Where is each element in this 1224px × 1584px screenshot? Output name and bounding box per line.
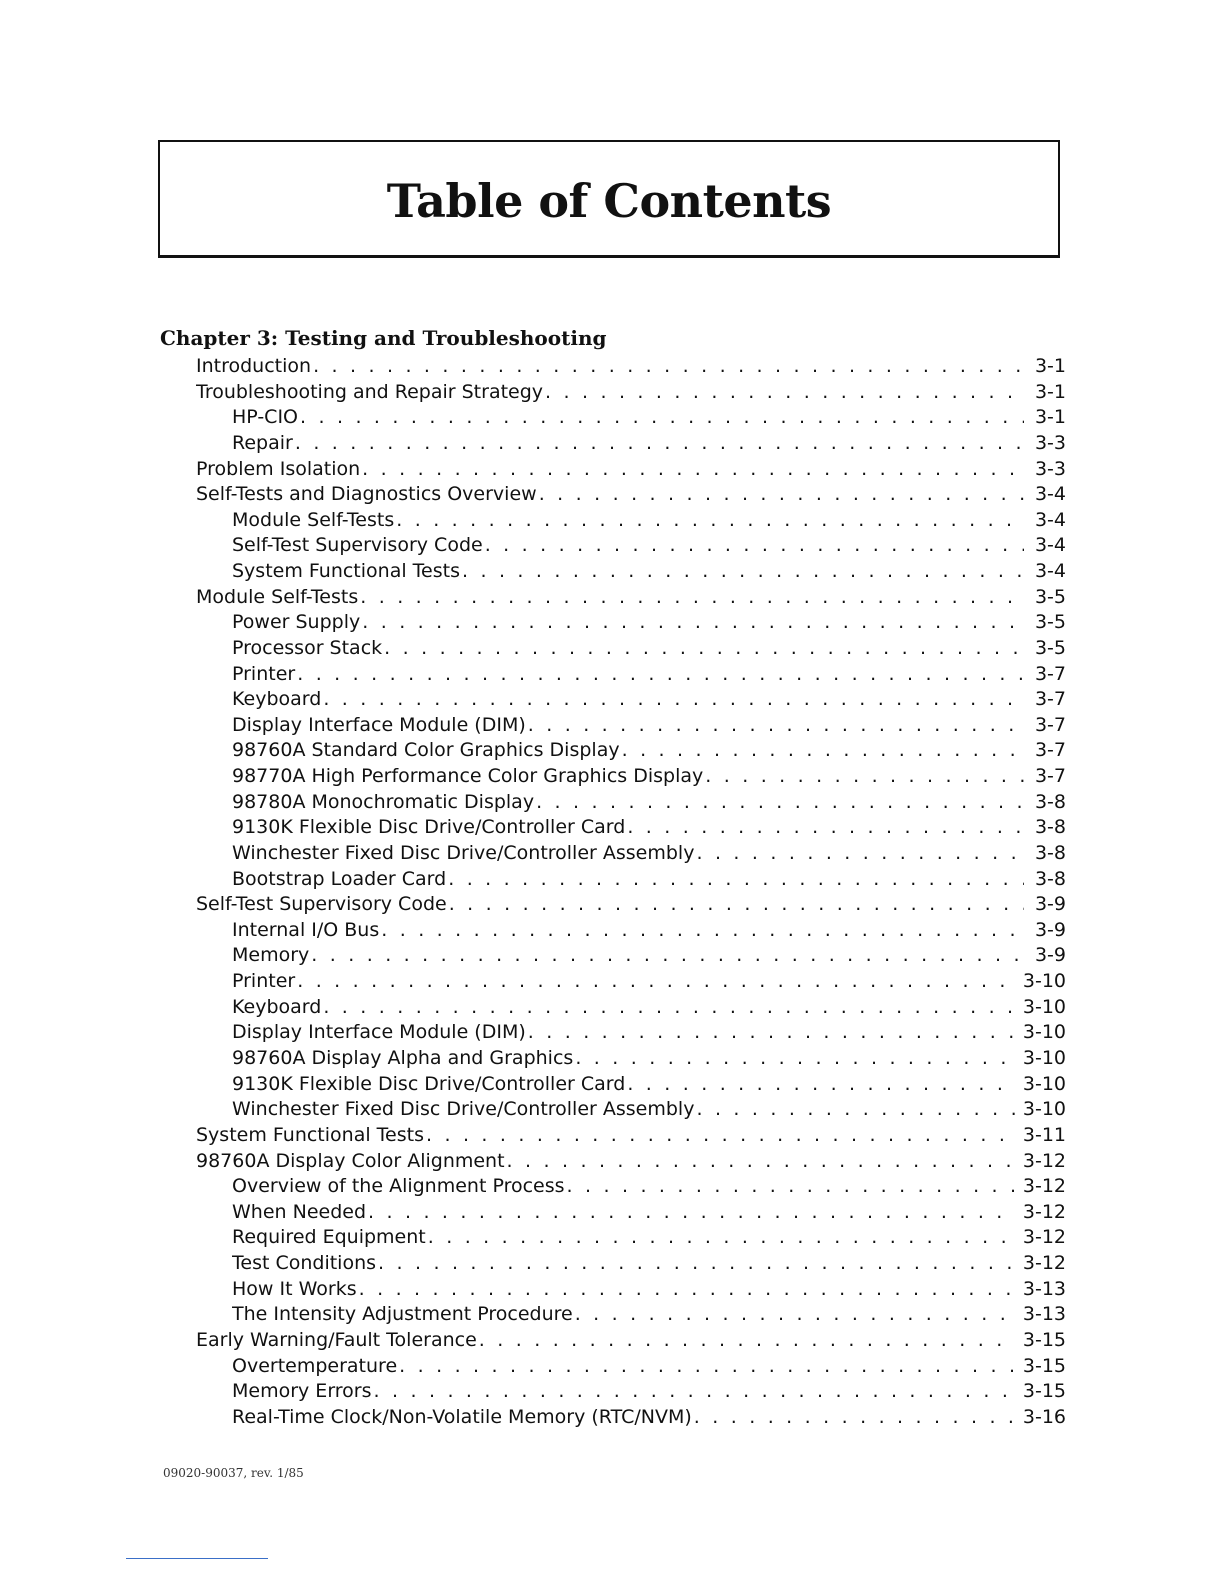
bottom-rule (126, 1558, 268, 1559)
toc-entry-page: 3-10 (1022, 1098, 1066, 1121)
toc-entry-title: 9130K Flexible Disc Drive/Controller Card (232, 816, 626, 839)
dot-leader (378, 1252, 1015, 1274)
toc-entry-page: 3-10 (1022, 1021, 1066, 1044)
toc-entry[interactable] (232, 1278, 1066, 1304)
toc-entry[interactable] (232, 1047, 1066, 1073)
toc-entry-page: 3-8 (1034, 867, 1066, 890)
toc-entry-page: 3-3 (1034, 457, 1066, 480)
toc-entry-title: Printer (232, 970, 296, 993)
toc-entry[interactable] (232, 765, 1066, 791)
toc-entry-title: Memory Errors (232, 1380, 372, 1403)
dot-leader (428, 1226, 1015, 1248)
toc-entry-title: Internal I/O Bus (232, 918, 380, 941)
toc-entry[interactable] (196, 355, 1066, 381)
dot-leader (567, 1175, 1015, 1197)
dot-leader (297, 663, 1024, 685)
toc-entry-title: The Intensity Adjustment Procedure (232, 1303, 573, 1326)
toc-entry-title: Display Interface Module (DIM) (232, 713, 526, 736)
toc-entry-title: Module Self-Tests (196, 585, 359, 608)
toc-entry[interactable] (232, 1098, 1066, 1124)
toc-entry-title: Printer (232, 662, 296, 685)
dot-leader (575, 1047, 1015, 1069)
toc-entry-page: 3-10 (1022, 970, 1066, 993)
toc-entry[interactable] (232, 714, 1066, 740)
toc-entry-page: 3-4 (1034, 560, 1066, 583)
dot-leader (381, 919, 1024, 941)
dot-leader (396, 509, 1024, 531)
toc-entry[interactable] (232, 1021, 1066, 1047)
dot-leader (462, 560, 1024, 582)
toc-entry-title: Winchester Fixed Disc Drive/Controller Assembly (232, 841, 695, 864)
toc-entry[interactable] (232, 791, 1066, 817)
toc-entry-page: 3-10 (1022, 1072, 1066, 1095)
toc-entry-title: Power Supply (232, 611, 361, 634)
dot-leader (536, 791, 1024, 813)
toc-entry[interactable] (232, 1252, 1066, 1278)
toc-entry[interactable] (196, 586, 1066, 612)
toc-entry-page: 3-12 (1022, 1200, 1066, 1223)
toc-entry[interactable] (196, 1150, 1066, 1176)
toc-entry[interactable] (232, 406, 1066, 432)
toc-entry-title: Self-Test Supervisory Code (196, 893, 447, 916)
toc-entry-title: Winchester Fixed Disc Drive/Controller Assembly (232, 1098, 695, 1121)
toc-entry-page: 3-8 (1034, 841, 1066, 864)
toc-entry[interactable] (232, 663, 1066, 689)
dot-leader (449, 893, 1024, 915)
toc-entry-page: 3-7 (1034, 688, 1066, 711)
toc-entry-page: 3-15 (1022, 1354, 1066, 1377)
toc-entry-page: 3-12 (1022, 1149, 1066, 1172)
toc-entry-page: 3-13 (1022, 1277, 1066, 1300)
toc-entry[interactable] (196, 483, 1066, 509)
toc-entry-title: 98760A Display Color Alignment (196, 1149, 505, 1172)
toc-entry[interactable] (232, 534, 1066, 560)
toc-entry-page: 3-9 (1034, 918, 1066, 941)
title-box (158, 140, 1060, 258)
toc-entry-title: Repair (232, 431, 293, 454)
toc-entry[interactable] (232, 816, 1066, 842)
toc-entry-page: 3-7 (1034, 713, 1066, 736)
dot-leader (426, 1124, 1015, 1146)
dot-leader (311, 944, 1024, 966)
toc-entry[interactable] (232, 1201, 1066, 1227)
dot-leader (575, 1303, 1015, 1325)
toc-entry-page: 3-16 (1022, 1405, 1066, 1428)
dot-leader (374, 1380, 1015, 1402)
toc-entry[interactable] (196, 458, 1066, 484)
dot-leader (359, 1278, 1015, 1300)
toc-entry-page: 3-7 (1034, 765, 1066, 788)
dot-leader (545, 381, 1024, 403)
toc-entry-title: Self-Test Supervisory Code (232, 534, 483, 557)
toc-entry-title: System Functional Tests (232, 560, 460, 583)
toc-entry-title: 98760A Display Alpha and Graphics (232, 1047, 574, 1069)
toc-entry-page: 3-8 (1034, 816, 1066, 839)
toc-entry[interactable] (232, 1073, 1066, 1099)
dot-leader (362, 458, 1024, 480)
toc-entry-page: 3-4 (1034, 534, 1066, 557)
dot-leader (479, 1329, 1015, 1351)
toc-entry-title: Self-Tests and Diagnostics Overview (196, 483, 537, 506)
dot-leader (323, 688, 1024, 710)
toc-entry-page: 3-13 (1022, 1303, 1066, 1326)
toc-entry-page: 3-9 (1034, 893, 1066, 916)
dot-leader (297, 970, 1015, 992)
toc-entry[interactable] (232, 1355, 1066, 1381)
toc-entry[interactable] (196, 381, 1066, 407)
dot-leader (323, 996, 1015, 1018)
dot-leader (696, 1098, 1014, 1120)
toc-entry[interactable] (196, 893, 1066, 919)
dot-leader (528, 1021, 1015, 1043)
toc-entry[interactable] (232, 509, 1066, 535)
toc-entry-page: 3-12 (1022, 1175, 1066, 1198)
dot-leader (627, 816, 1024, 838)
toc-entry[interactable] (232, 611, 1066, 637)
dot-leader (507, 1150, 1015, 1172)
dot-leader (360, 586, 1024, 608)
toc-entry[interactable] (232, 432, 1066, 458)
toc-entry-title: Bootstrap Loader Card (232, 867, 447, 890)
toc-entry-title: Module Self-Tests (232, 508, 395, 531)
toc-entry[interactable] (232, 944, 1066, 970)
toc-entry[interactable] (232, 842, 1066, 868)
toc-entry[interactable] (196, 1329, 1066, 1355)
toc-entry-page: 3-5 (1034, 611, 1066, 634)
toc-entry-page: 3-12 (1022, 1252, 1066, 1275)
page-title: Table of Contents (386, 173, 832, 228)
toc-entry-title: Display Interface Module (DIM) (232, 1021, 526, 1044)
toc-entry-page: 3-10 (1022, 1047, 1066, 1069)
toc-entry-page: 3-15 (1022, 1328, 1066, 1351)
toc-entry-page: 3-15 (1022, 1380, 1066, 1403)
toc-entry-title: 98760A Standard Color Graphics Display (232, 739, 620, 762)
dot-leader (705, 765, 1024, 787)
toc-entry-page: 3-4 (1034, 483, 1066, 506)
toc-entry-title: Problem Isolation (196, 457, 361, 480)
toc-entry[interactable] (232, 637, 1066, 663)
toc-entry-page: 3-8 (1034, 790, 1066, 813)
toc-entry-title: Test Conditions (232, 1252, 377, 1275)
dot-leader (539, 483, 1024, 505)
dot-leader (362, 611, 1024, 633)
dot-leader (300, 406, 1024, 428)
toc-entry[interactable] (232, 739, 1066, 765)
dot-leader (448, 868, 1024, 890)
toc-entry-title: Memory (232, 944, 310, 967)
toc-entry-title: Processor Stack (232, 636, 383, 659)
toc-entry[interactable] (196, 1124, 1066, 1150)
toc-entry[interactable] (232, 996, 1066, 1022)
toc-entry-title: Troubleshooting and Repair Strategy (196, 380, 544, 403)
dot-leader (368, 1201, 1015, 1223)
toc-entry-page: 3-7 (1034, 739, 1066, 762)
toc-entry[interactable] (232, 560, 1066, 586)
toc-entry[interactable] (232, 970, 1066, 996)
toc-entry-page: 3-3 (1034, 431, 1066, 454)
toc-entry-title: 98770A High Performance Color Graphics Display (232, 765, 704, 788)
toc-entry-title: How It Works (232, 1277, 357, 1300)
dot-leader (627, 1073, 1015, 1095)
toc-entry-page: 3-1 (1034, 406, 1066, 429)
toc-entry-title: 98780A Monochromatic Display (232, 790, 535, 813)
toc-entry-title: Early Warning/Fault Tolerance (196, 1328, 477, 1351)
toc-entry[interactable] (232, 919, 1066, 945)
toc-entry-page: 3-4 (1034, 508, 1066, 531)
toc-entry-title: When Needed (232, 1200, 367, 1223)
dot-leader (622, 739, 1024, 761)
dot-leader (295, 432, 1024, 454)
toc-entry-title: Real-Time Clock/Non-Volatile Memory (RTC/NVM) (232, 1405, 692, 1428)
toc-entry-page: 3-1 (1034, 380, 1066, 403)
toc-entry[interactable] (232, 688, 1066, 714)
toc-entry-title: Keyboard (232, 995, 322, 1018)
dot-leader (696, 842, 1024, 864)
toc-entry-page: 3-5 (1034, 585, 1066, 608)
dot-leader (485, 534, 1024, 556)
document-code: 09020-90037, rev. 1/85 (163, 1466, 304, 1480)
toc-entry[interactable] (232, 1303, 1066, 1329)
toc-entry-title: Keyboard (232, 688, 322, 711)
toc-entry-page: 3-11 (1022, 1123, 1066, 1146)
toc-entry-page: 3-5 (1034, 636, 1066, 659)
toc-entry-page: 3-1 (1034, 355, 1066, 377)
toc-entry[interactable] (232, 1226, 1066, 1252)
dot-leader (399, 1355, 1015, 1377)
toc-entry-page: 3-9 (1034, 944, 1066, 967)
dot-leader (384, 637, 1024, 659)
toc-entry-page: 3-7 (1034, 662, 1066, 685)
toc-entry-title: Introduction (196, 355, 312, 377)
toc-entry-title: Overview of the Alignment Process (232, 1175, 565, 1198)
toc-entry-title: Overtemperature (232, 1354, 398, 1377)
dot-leader (313, 355, 1024, 377)
toc-entry-page: 3-12 (1022, 1226, 1066, 1249)
toc-entry-title: System Functional Tests (196, 1123, 424, 1146)
dot-leader (528, 714, 1024, 736)
dot-leader (694, 1406, 1015, 1428)
toc-entry[interactable] (232, 1380, 1066, 1406)
toc-entry[interactable] (232, 1406, 1066, 1432)
toc-entry[interactable] (232, 1175, 1066, 1201)
toc-entry[interactable] (232, 868, 1066, 894)
toc-entry-page: 3-10 (1022, 995, 1066, 1018)
toc-entry-title: Required Equipment (232, 1226, 426, 1249)
chapter-heading: Chapter 3: Testing and Troubleshooting (160, 326, 607, 350)
toc-entry-title: HP-CIO (232, 406, 299, 429)
toc-entry-title: 9130K Flexible Disc Drive/Controller Card (232, 1072, 626, 1095)
